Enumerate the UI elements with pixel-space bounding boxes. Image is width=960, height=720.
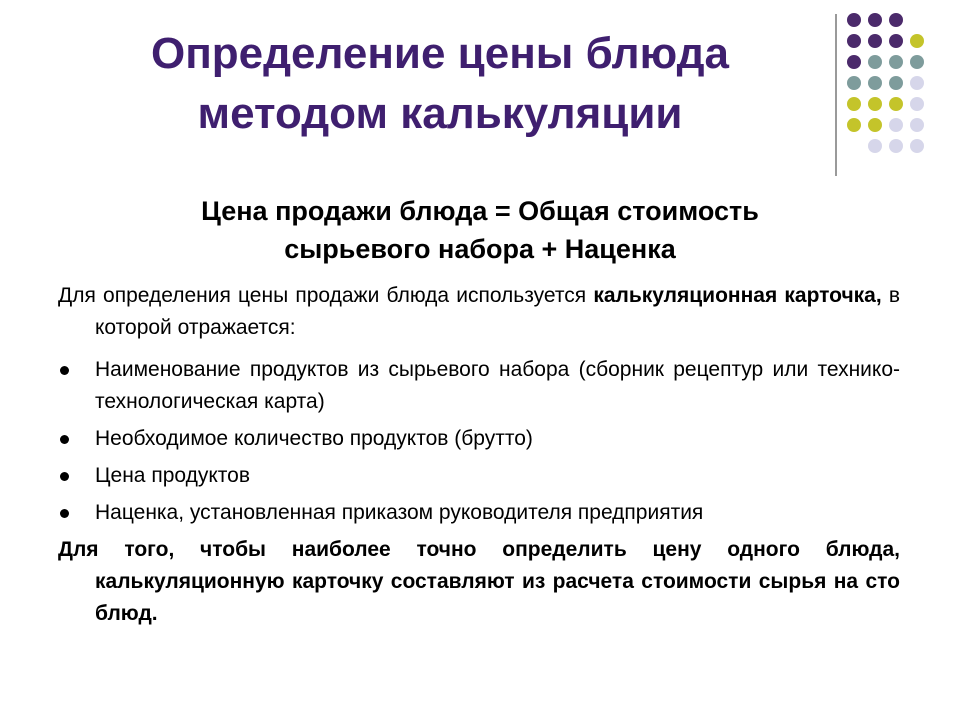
bullet-icon: [60, 509, 69, 518]
decorative-dot: [868, 118, 882, 132]
closing-paragraph: Для того, чтобы наиболее точно определить цену одного блюда, калькуляционную карточку составляют из расчета стоимости сырья на сто блюд.: [58, 538, 900, 625]
intro-bold-term: калькуляционная карточка,: [593, 284, 882, 307]
bullet-text: Наименование продуктов из сырьевого набора (сборник рецептур или технико-технологическая карта): [95, 358, 900, 413]
formula-line-1: Цена продажи блюда = Общая стоимость: [201, 196, 759, 226]
decorative-dot: [847, 97, 861, 111]
decorative-dot: [910, 76, 924, 90]
decorative-dot: [868, 139, 882, 153]
bullet-item: [58, 497, 900, 529]
decorative-dot: [910, 55, 924, 69]
title-line-1: Определение цены блюда: [150, 29, 730, 78]
decorative-dot: [889, 118, 903, 132]
decorative-dot: [889, 34, 903, 48]
decorative-dot: [910, 139, 924, 153]
bullet-icon: [60, 435, 69, 444]
bullet-list: [58, 354, 900, 529]
bullet-item: [58, 423, 900, 455]
decorative-dot: [889, 13, 903, 27]
decorative-dot: [847, 13, 861, 27]
bullet-icon: [60, 366, 69, 375]
decorative-dot: [847, 55, 861, 69]
slide-title: [60, 24, 820, 144]
decorative-dot: [847, 76, 861, 90]
price-formula: [60, 192, 900, 268]
decorative-dot: [889, 76, 903, 90]
formula-line-2: сырьевого набора + Наценка: [284, 234, 676, 264]
decorative-dot: [868, 55, 882, 69]
decorative-dot: [847, 118, 861, 132]
intro-paragraph: [58, 280, 900, 344]
decorative-dot: [910, 118, 924, 132]
bullet-text: Необходимое количество продуктов (брутто): [95, 427, 533, 450]
decorative-dot: [889, 55, 903, 69]
bullet-item: [58, 460, 900, 492]
decorative-dot: [868, 97, 882, 111]
decorative-dot: [868, 13, 882, 27]
bullet-text: Наценка, установленная приказом руководителя предприятия: [95, 501, 704, 524]
title-line-2: методом калькуляции: [197, 89, 683, 138]
divider-line: [835, 14, 837, 176]
bullet-item: [58, 354, 900, 418]
bullet-icon: [60, 472, 69, 481]
decorative-dot: [910, 34, 924, 48]
decorative-dot: [889, 97, 903, 111]
decorative-dot: [847, 34, 861, 48]
decorative-dot: [889, 139, 903, 153]
bullet-text: Цена продуктов: [95, 464, 250, 487]
decorative-dot: [910, 97, 924, 111]
decorative-dot: [868, 76, 882, 90]
decorative-dot: [868, 34, 882, 48]
slide-body: [58, 280, 900, 630]
intro-text-after: в которой отражается:: [95, 284, 901, 339]
intro-text-before: Для определения цены продажи блюда используется: [58, 284, 594, 307]
